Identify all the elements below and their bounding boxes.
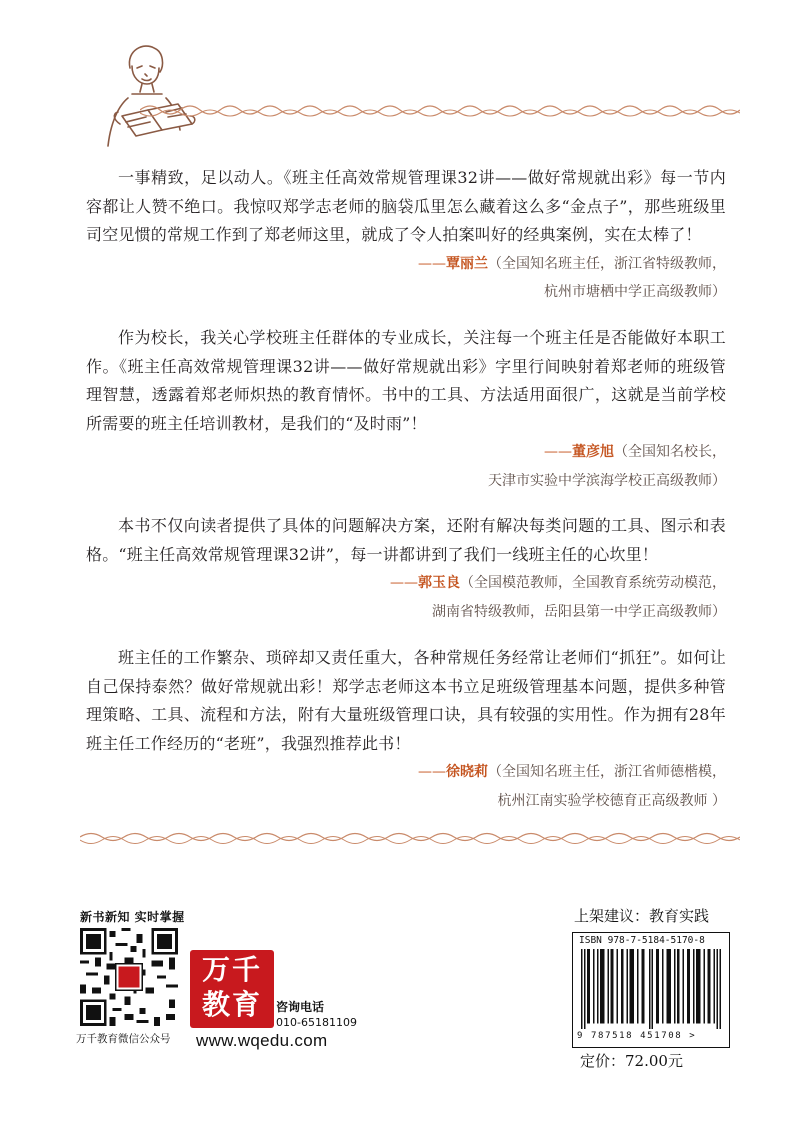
consult-label: 咨询电话 [276, 1000, 325, 1014]
endorser-name: 徐晓莉 [446, 764, 488, 780]
isbn-barcode [572, 932, 730, 1048]
endorser-title-line2: 杭州江南实验学校德育正高级教师 ） [497, 792, 726, 809]
attribution-dash: —— [390, 575, 418, 591]
qr-code-icon[interactable] [80, 928, 178, 1026]
endorsement-text: 一事精致，足以动人。《班主任高效常规管理课32讲——做好常规就出彩》每一节内容都让人赞不绝口。我惊叹郑学志老师的脑袋瓜里怎么藏着这么多“金点子”，那些班级里司空见惯的常规工作到了郑老师这里，就成了令人拍案叫好的经典案例，实在太棒了！ [86, 168, 726, 244]
endorser-title-line1: （全国模范教师，全国教育系统劳动模范， [460, 575, 726, 591]
decorative-wave-top [140, 94, 740, 124]
publisher-url[interactable]: www.wqedu.com [196, 1031, 328, 1050]
price: 定价：72.00元 [580, 1052, 683, 1070]
endorsement-3 [86, 512, 726, 626]
endorser-name: 郭玉良 [418, 575, 460, 591]
attribution-dash: —— [418, 764, 446, 780]
endorsement-text: 作为校长，我关心学校班主任群体的专业成长，关注每一个班主任是否能做好本职工作。《班主任高效常规管理课32讲——做好常规就出彩》字里行间映射着郑老师的班级管理智慧，透露着郑老师炽热的教育情怀。书中的工具、方法适用面很广，这就是当前学校所需要的班主任培训教材，是我们的“及时雨”！ [86, 328, 726, 433]
endorser-title-line1: （全国知名班主任，浙江省师德楷模， [488, 764, 726, 780]
endorser-name: 覃丽兰 [446, 255, 488, 272]
endorsement-attribution [86, 758, 726, 815]
endorser-title-line2: 杭州市塘栖中学正高级教师） [544, 284, 726, 300]
endorser-name: 董彦旭 [572, 444, 614, 460]
isbn-text: ISBN 978-7-5184-5170-8 [579, 935, 705, 946]
endorsement-attribution [86, 250, 726, 307]
endorsement-text: 班主任的工作繁杂、琐碎却又责任重大，各种常规任务经常让老师们“抓狂”。如何让自己保持泰然？做好常规就出彩！郑学志老师这本书立足班级管理基本问题，提供多种管理策略、工具、流程和方法，附有大量班级管理口诀，具有较强的实用性。作为拥有28年班主任工作经历的“老班”，我强烈推荐此书！ [86, 648, 726, 753]
endorsement-2 [86, 324, 726, 495]
consult-phone: 010-65181109 [276, 1016, 357, 1029]
shelf-advice: 上架建议：教育实践 [574, 907, 710, 925]
endorser-title-line2: 天津市实验中学滨海学校正高级教师） [488, 472, 726, 489]
endorsement-1 [86, 164, 726, 307]
endorsement-text: 本书不仅向读者提供了具体的问题解决方案，还附有解决每类问题的工具、图示和表格。“班主任高效常规管理课32讲”，每一讲都讲到了我们一线班主任的心坎里！ [86, 516, 726, 564]
endorsement-attribution [86, 438, 726, 495]
barcode-digits: 9 787518 451708 > [577, 1031, 697, 1041]
endorsement-attribution [86, 569, 726, 626]
decorative-wave-bottom [80, 826, 740, 850]
endorsement-4 [86, 644, 726, 815]
logo-text-line1: 万千 [201, 953, 262, 986]
endorser-title-line2: 湖南省特级教师，岳阳县第一中学正高级教师） [432, 603, 726, 620]
logo-text-line2: 教育 [201, 988, 262, 1021]
endorser-title-line1: （全国知名校长， [614, 444, 726, 460]
attribution-dash: —— [418, 255, 446, 272]
barcode-icon [581, 949, 721, 1029]
publisher-logo [190, 950, 274, 1028]
attribution-dash: —— [544, 444, 572, 460]
endorser-title-line1: （全国知名班主任，浙江省特级教师， [488, 255, 726, 272]
qr-caption: 万千教育微信公众号 [76, 1033, 171, 1045]
qr-title: 新书新知 实时掌握 [80, 910, 185, 924]
